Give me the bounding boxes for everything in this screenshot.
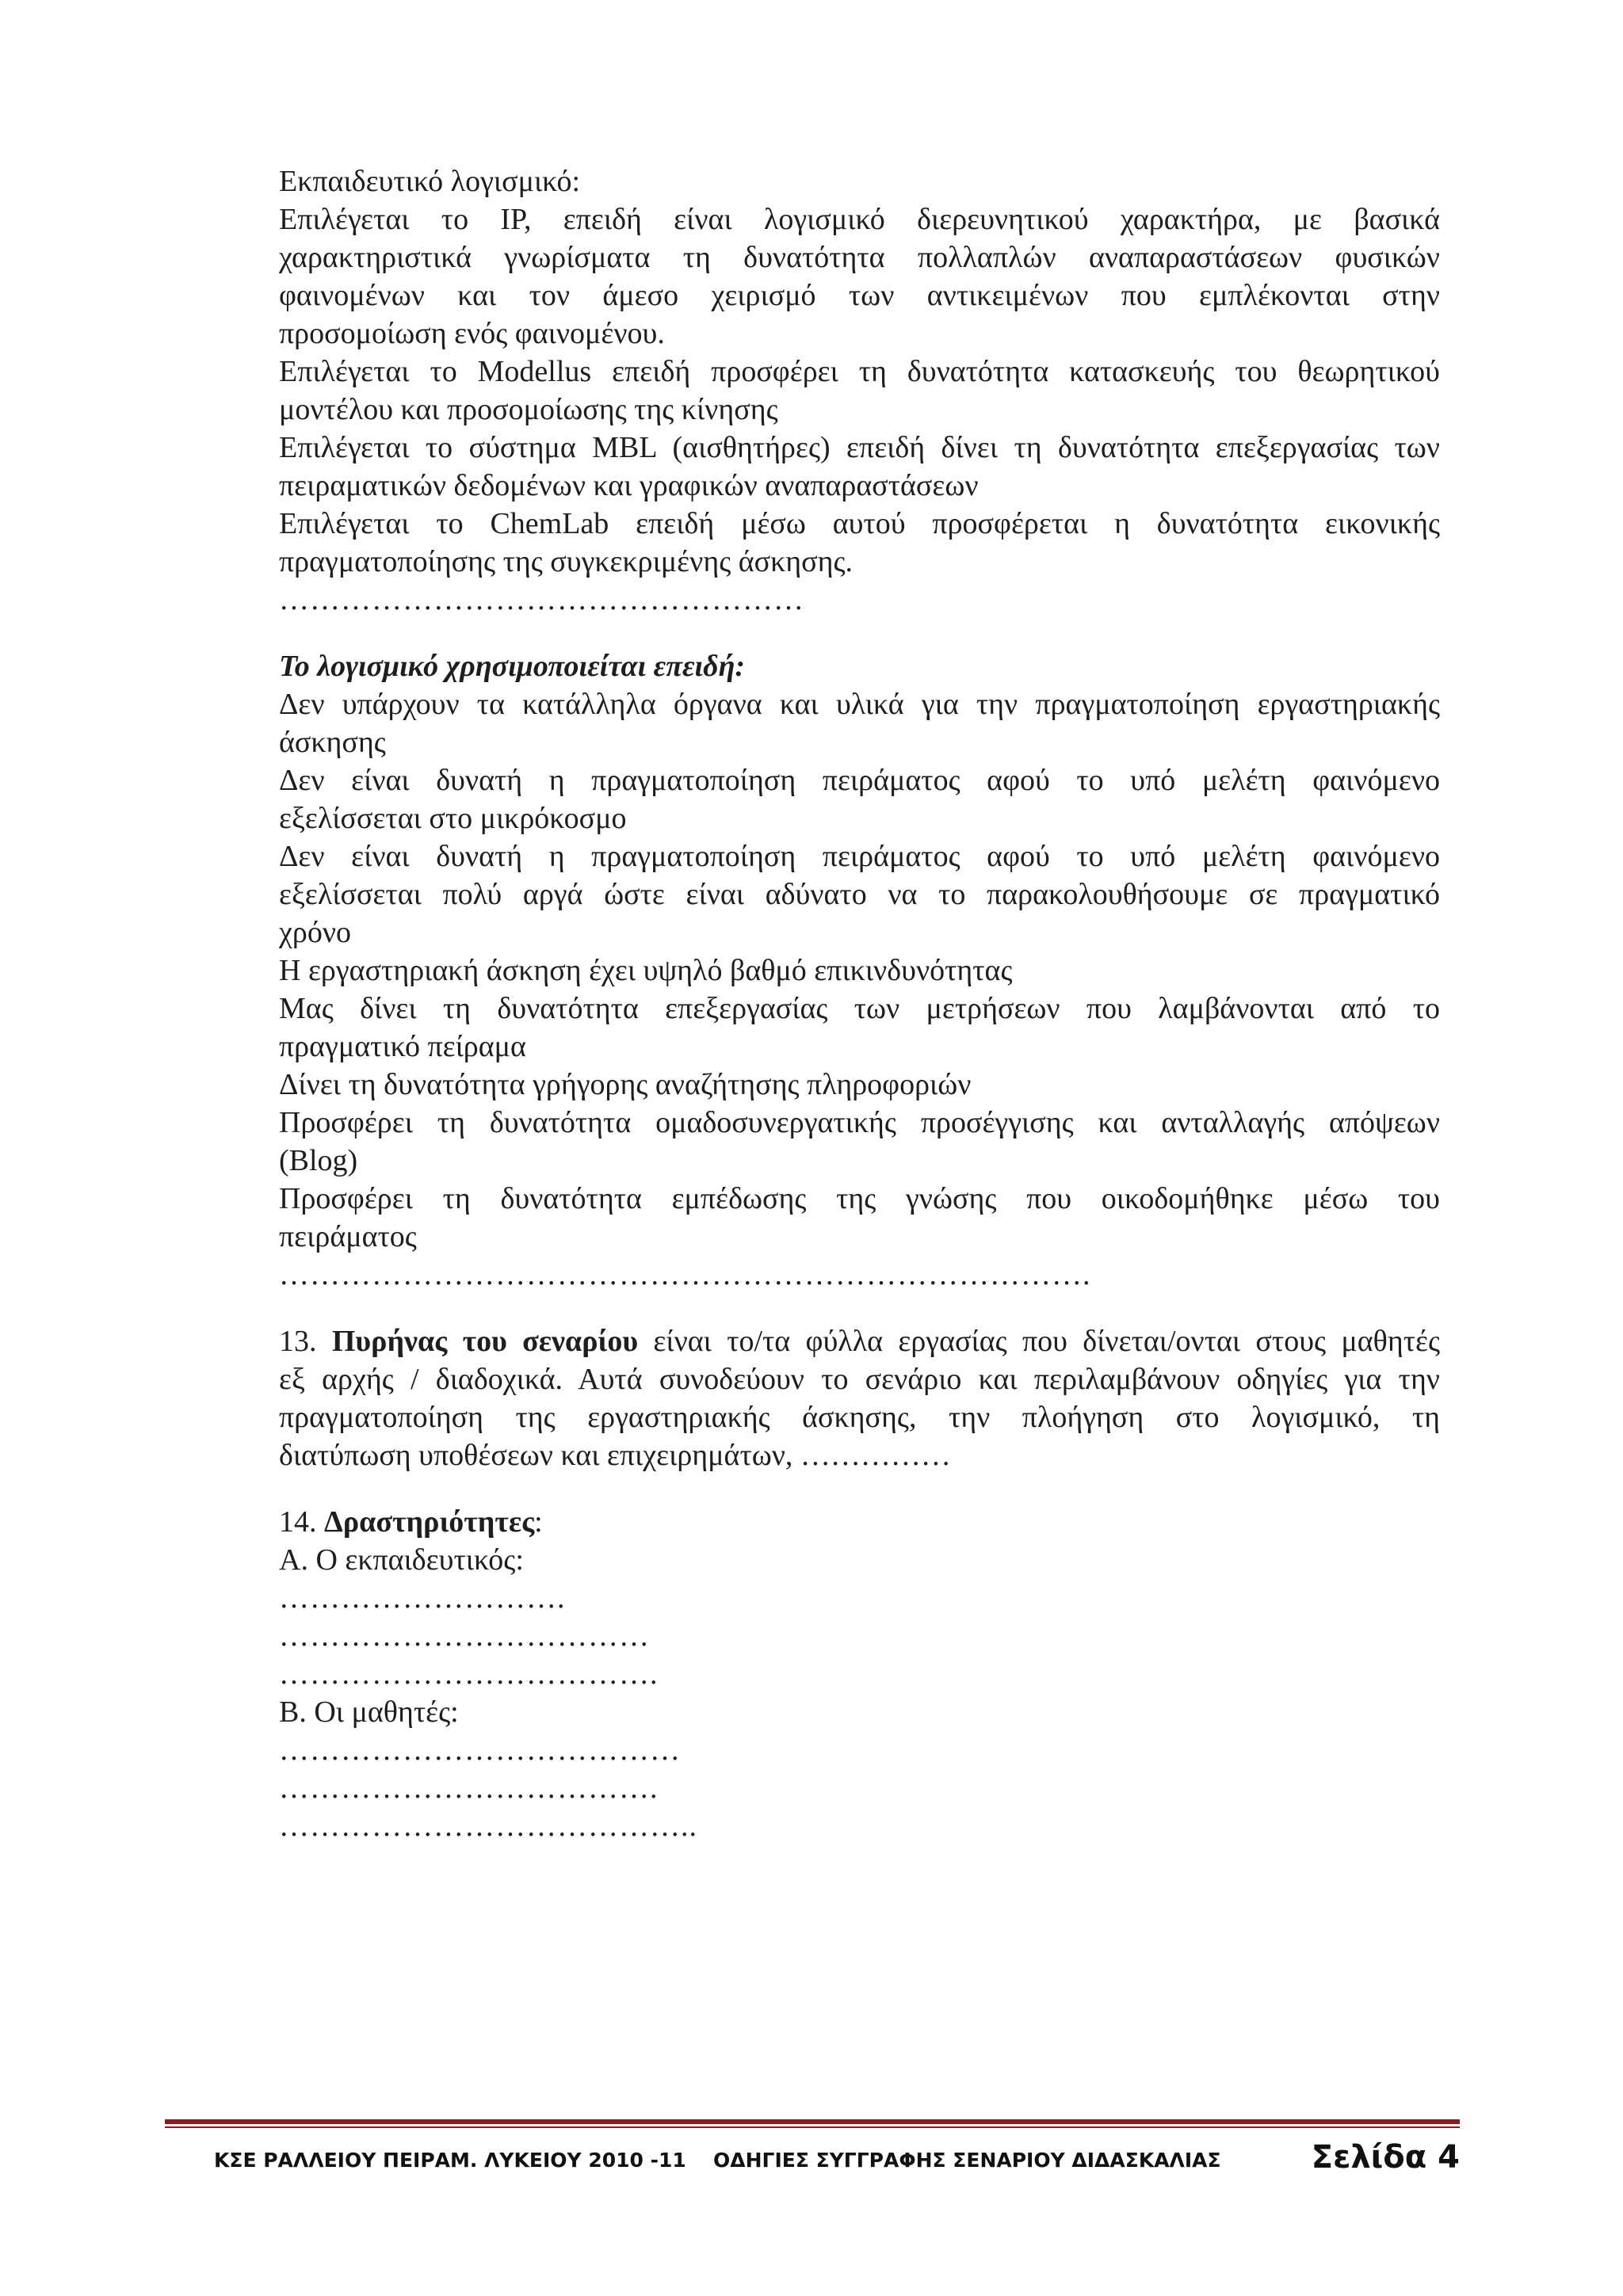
students-label: Β. Οι μαθητές: — [279, 1695, 459, 1729]
usage-dots: ……………………………………………………………………. — [279, 1258, 1091, 1291]
section-13-line: πραγματοποίηση της εργαστηριακής άσκησης, την πλοήγηση στο λογισμικό, τη — [279, 1401, 1440, 1434]
software-p1-line: Επιλέγεται το IP, επειδή είναι λογισμικό διερευνητικού χαρακτήρα, με βασικά — [279, 203, 1440, 236]
usage-item-line: Η εργαστηριακή άσκηση έχει υψηλό βαθμό επικινδυνότητας — [279, 954, 1013, 987]
page-content — [279, 162, 1440, 1845]
usage-section — [279, 647, 1440, 1294]
section-13-first-line — [279, 1322, 1440, 1360]
software-heading: Εκπαιδευτικό λογισμικό: — [279, 165, 581, 198]
section-13-line: εξ αρχής / διαδοχικά. Αυτά συνοδεύουν το σενάριο και περιλαμβάνουν οδηγίες για την — [279, 1363, 1440, 1396]
usage-item-line: Προσφέρει τη δυνατότητα ομαδοσυνεργατικής προσέγγισης και ανταλλαγής απόψεων — [279, 1106, 1440, 1139]
section-13-title: Πυρήνας του σεναρίου — [331, 1325, 639, 1358]
software-p1-line: προσομοίωση ενός φαινομένου. — [279, 317, 665, 350]
section-13-line: διατύπωση υποθέσεων και επιχειρημάτων, …………… — [279, 1439, 951, 1472]
usage-item-line: Δεν υπάρχουν τα κατάλληλα όργανα και υλικά για την πραγματοποίηση εργαστηριακής — [279, 688, 1440, 721]
usage-item-line: Μας δίνει τη δυνατότητα επεξεργασίας των μετρήσεων που λαμβάνονται από το — [279, 992, 1440, 1025]
section-13 — [279, 1322, 1440, 1474]
usage-item-line: εξελίσσεται πολύ αργά ώστε είναι αδύνατο να το παρακολουθήσουμε σε πραγματικό — [279, 878, 1440, 911]
page-number: Σελίδα 4 — [1311, 2139, 1460, 2176]
section-14-number: 14. — [279, 1505, 317, 1539]
section-13-number: 13. — [279, 1325, 317, 1358]
usage-item-line: Προσφέρει τη δυνατότητα εμπέδωσης της γνώσης που οικοδομήθηκε μέσω του — [279, 1182, 1440, 1215]
software-dots: …………………………………………… — [279, 583, 804, 616]
software-p1-line: χαρακτηριστικά γνωρίσματα τη δυνατότητα πολλαπλών αναπαραστάσεων φυσικών — [279, 241, 1440, 274]
usage-item-line: άσκησης — [279, 726, 386, 759]
page-footer — [214, 2139, 1460, 2187]
software-p1-line: φαινομένων και τον άμεσο χειρισμό των αντικειμένων που εμπλέκονται στην — [279, 279, 1440, 312]
software-p2-line: μοντέλου και προσομοίωσης της κίνησης — [279, 393, 778, 426]
section-14-colon: : — [534, 1505, 543, 1539]
teacher-dots: ……………………………… — [279, 1619, 650, 1653]
section-13-line1-text: είναι το/τα φύλλα εργασίας που δίνεται/ονται στους μαθητές — [653, 1325, 1441, 1358]
footer-title: ΟΔΗΓΙΕΣ ΣΥΓΓΡΑΦΗΣ ΣΕΝΑΡΙΟΥ ΔΙΔΑΣΚΑΛΙΑΣ — [713, 2149, 1221, 2172]
usage-item-line: εξελίσσεται στο μικρόκοσμο — [279, 802, 627, 835]
software-section — [279, 162, 1440, 619]
software-p2-line: Επιλέγεται το Modellus επειδή προσφέρει τη δυνατότητα κατασκευής του θεωρητικού — [279, 355, 1440, 388]
students-dots: ………………………………… — [279, 1733, 681, 1767]
usage-item-line: Δίνει τη δυνατότητα γρήγορης αναζήτησης πληροφοριών — [279, 1068, 972, 1101]
students-dots: ………………………………. — [279, 1772, 659, 1805]
usage-heading: Το λογισμικό χρησιμοποιείται επειδή: — [279, 650, 746, 683]
section-14-title: Δραστηριότητες — [324, 1505, 535, 1539]
students-dots: ………………………………….. — [279, 1810, 697, 1843]
footer-school: ΚΣΕ ΡΑΛΛΕΙΟΥ ΠΕΙΡΑΜ. ΛΥΚΕΙΟΥ 2010 -11 — [214, 2149, 686, 2172]
usage-item-line: χρόνο — [279, 916, 352, 949]
usage-item-line: Δεν είναι δυνατή η πραγματοποίηση πειράματος αφού το υπό μελέτη φαινόμενο — [279, 840, 1440, 873]
teacher-label: Α. Ο εκπαιδευτικός: — [279, 1543, 524, 1577]
usage-item-line: Δεν είναι δυνατή η πραγματοποίηση πειράματος αφού το υπό μελέτη φαινόμενο — [279, 764, 1440, 797]
software-p4-line: πραγματοποίησης της συγκεκριμένης άσκησης. — [279, 545, 854, 578]
section-14-heading — [279, 1503, 1440, 1541]
section-14 — [279, 1503, 1440, 1845]
footer-rule-thin — [165, 2126, 1460, 2128]
usage-item-line: (Blog) — [279, 1144, 358, 1177]
usage-item-line: πραγματικό πείραμα — [279, 1030, 526, 1063]
usage-item-line: πειράματος — [279, 1220, 417, 1253]
teacher-dots: ………………………………. — [279, 1657, 659, 1691]
teacher-dots: ………………………. — [279, 1581, 566, 1615]
footer-rule — [165, 2119, 1460, 2124]
software-p3-line: Επιλέγεται το σύστημα MBL (αισθητήρες) επειδή δίνει τη δυνατότητα επεξεργασίας των — [279, 431, 1440, 464]
software-p3-line: πειραματικών δεδομένων και γραφικών αναπαραστάσεων — [279, 469, 979, 502]
software-p4-line: Επιλέγεται το ChemLab επειδή μέσω αυτού προσφέρεται η δυνατότητα εικονικής — [279, 507, 1440, 540]
